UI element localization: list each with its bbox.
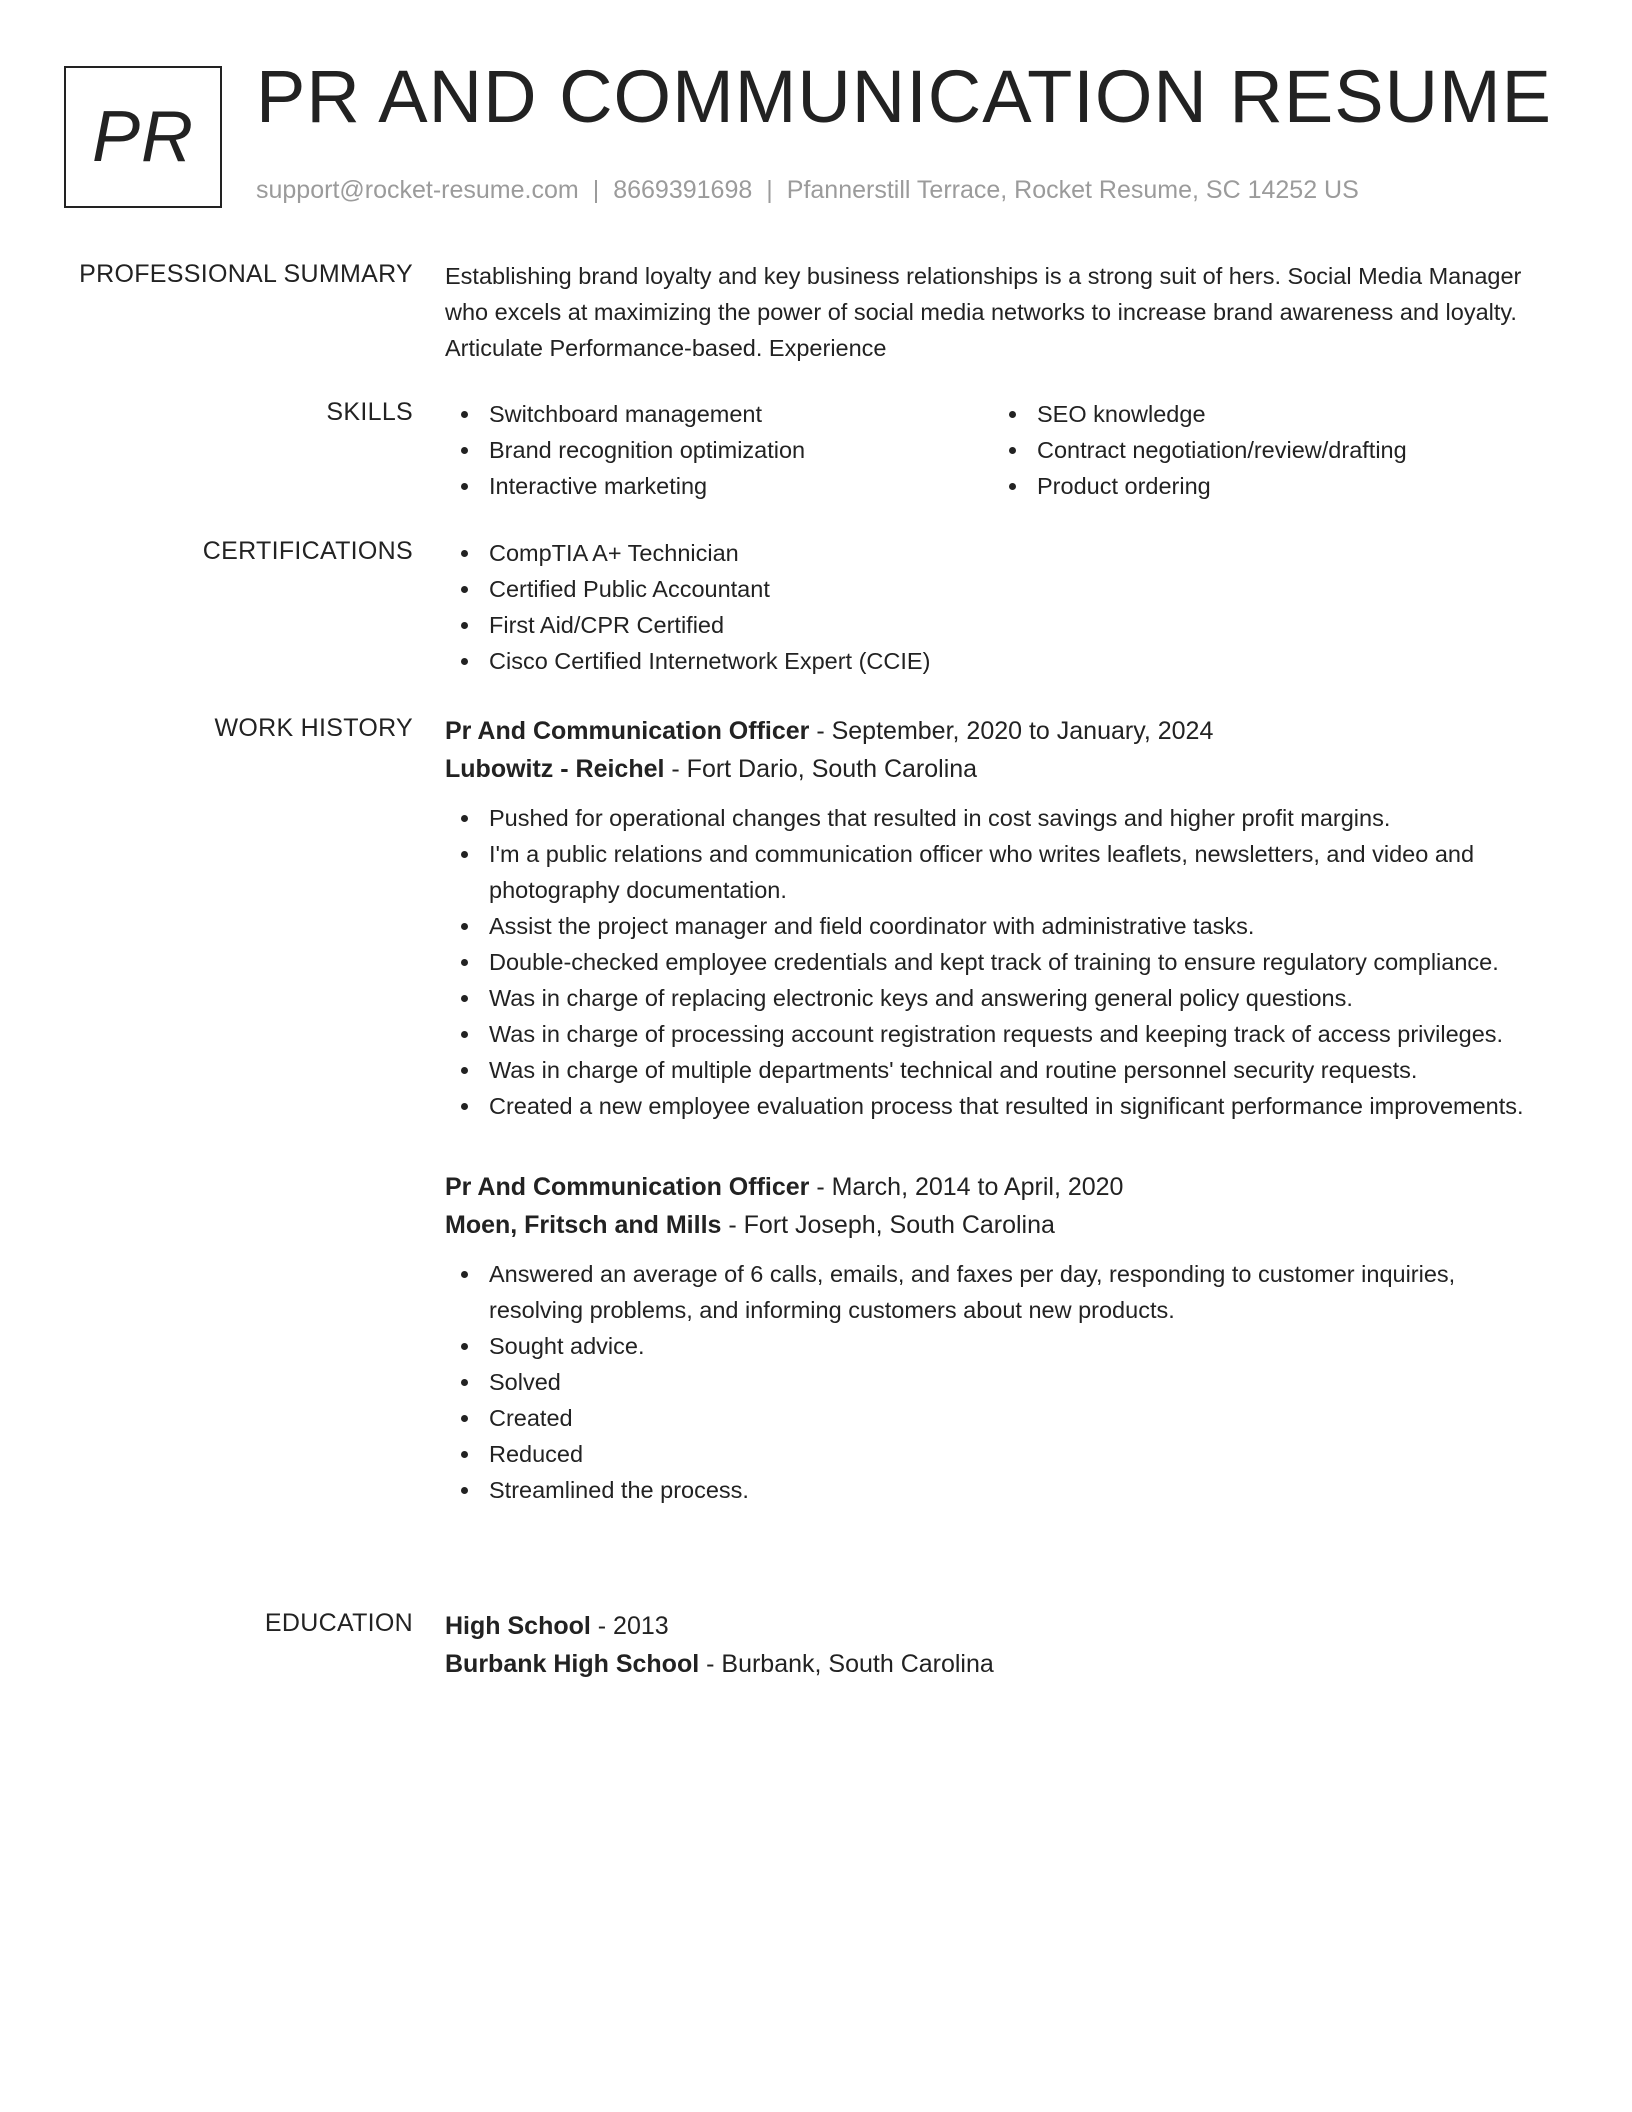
work-history-body — [445, 712, 1555, 1508]
education-location: - Burbank, South Carolina — [699, 1650, 994, 1678]
section-heading: WORK HISTORY — [214, 714, 413, 742]
certification-item: First Aid/CPR Certified — [445, 607, 1555, 643]
contact-address: Pfannerstill Terrace, Rocket Resume, SC 14252 US — [786, 176, 1359, 204]
section-heading: PROFESSIONAL SUMMARY — [79, 260, 413, 288]
skill-item: Product ordering — [993, 468, 1541, 504]
section-heading: CERTIFICATIONS — [202, 537, 413, 565]
job-duty-item: Pushed for operational changes that resulted in cost savings and higher profit margins. — [445, 800, 1555, 836]
skills-list — [445, 396, 1555, 504]
job-entry — [445, 712, 1555, 1124]
education-degree-line — [445, 1607, 1555, 1645]
job-duties-list — [445, 1256, 1555, 1508]
skills-column-1 — [445, 396, 993, 504]
education-school: Burbank High School — [445, 1650, 700, 1678]
education-year: - 2013 — [590, 1612, 669, 1640]
contact-separator: | — [766, 176, 773, 204]
job-duties-list — [445, 800, 1555, 1124]
job-title: Pr And Communication Officer — [445, 1173, 810, 1201]
job-company-line — [445, 750, 1555, 788]
monogram-box — [64, 66, 222, 208]
certifications-body — [445, 535, 1555, 679]
job-title-line — [445, 1168, 1555, 1206]
job-duty-item: Created a new employee evaluation process that resulted in significant performance improvements. — [445, 1088, 1555, 1124]
job-company: Moen, Fritsch and Mills — [445, 1211, 722, 1239]
skill-item: SEO knowledge — [993, 396, 1541, 432]
job-duty-item: Was in charge of processing account registration requests and keeping track of access privileges. — [445, 1016, 1555, 1052]
contact-line — [256, 175, 1359, 205]
contact-separator: | — [592, 176, 600, 204]
certification-item: Cisco Certified Internetwork Expert (CCIE) — [445, 643, 1555, 679]
job-duty-item: Sought advice. — [445, 1328, 1555, 1364]
job-title: Pr And Communication Officer — [445, 717, 810, 745]
contact-email: support@rocket-resume.com — [256, 176, 579, 204]
job-dates: - September, 2020 to January, 2024 — [809, 717, 1214, 745]
job-entry — [445, 1168, 1555, 1508]
job-company: Lubowitz - Reichel — [445, 755, 665, 783]
job-location: - Fort Joseph, South Carolina — [721, 1211, 1055, 1239]
skill-item: Switchboard management — [445, 396, 993, 432]
job-duty-item: I'm a public relations and communication officer who writes leaflets, newsletters, and video and photography documentation. — [445, 836, 1555, 908]
job-duty-item: Was in charge of multiple departments' technical and routine personnel security requests. — [445, 1052, 1555, 1088]
skills-column-2 — [993, 396, 1541, 504]
job-duty-item: Answered an average of 6 calls, emails, and faxes per day, responding to customer inquiries, resolving problems, and informing customers about new products. — [445, 1256, 1555, 1328]
certifications-list — [445, 535, 1555, 679]
job-location: - Fort Dario, South Carolina — [664, 755, 978, 783]
monogram-initials: PR — [91, 97, 195, 177]
certification-item: Certified Public Accountant — [445, 571, 1555, 607]
job-duty-item: Double-checked employee credentials and kept track of training to ensure regulatory compliance. — [445, 944, 1555, 980]
job-duty-item: Created — [445, 1400, 1555, 1436]
job-dates: - March, 2014 to April, 2020 — [809, 1173, 1124, 1201]
skill-item: Brand recognition optimization — [445, 432, 993, 468]
section-heading: SKILLS — [326, 398, 413, 426]
job-duty-item: Streamlined the process. — [445, 1472, 1555, 1508]
education-degree: High School — [445, 1612, 591, 1640]
section-heading: EDUCATION — [264, 1609, 413, 1637]
summary-text: Establishing brand loyalty and key business relationships is a strong suit of hers. Social Media Manager who excels at maximizing the power of social media networks to increase brand awareness and loyalty. Articulate Performance-based. Experience — [445, 263, 1522, 361]
job-company-line — [445, 1206, 1555, 1244]
resume-title: PR AND COMMUNICATION RESUME — [256, 55, 1553, 138]
job-title-line — [445, 712, 1555, 750]
certification-item: CompTIA A+ Technician — [445, 535, 1555, 571]
job-duty-item: Solved — [445, 1364, 1555, 1400]
job-duty-item: Assist the project manager and field coordinator with administrative tasks. — [445, 908, 1555, 944]
education-school-line — [445, 1645, 1555, 1683]
education-body — [445, 1607, 1555, 1683]
skill-item: Contract negotiation/review/drafting — [993, 432, 1541, 468]
skill-item: Interactive marketing — [445, 468, 993, 504]
job-duty-item: Was in charge of replacing electronic keys and answering general policy questions. — [445, 980, 1555, 1016]
job-duty-item: Reduced — [445, 1436, 1555, 1472]
contact-phone: 8669391698 — [613, 176, 753, 204]
